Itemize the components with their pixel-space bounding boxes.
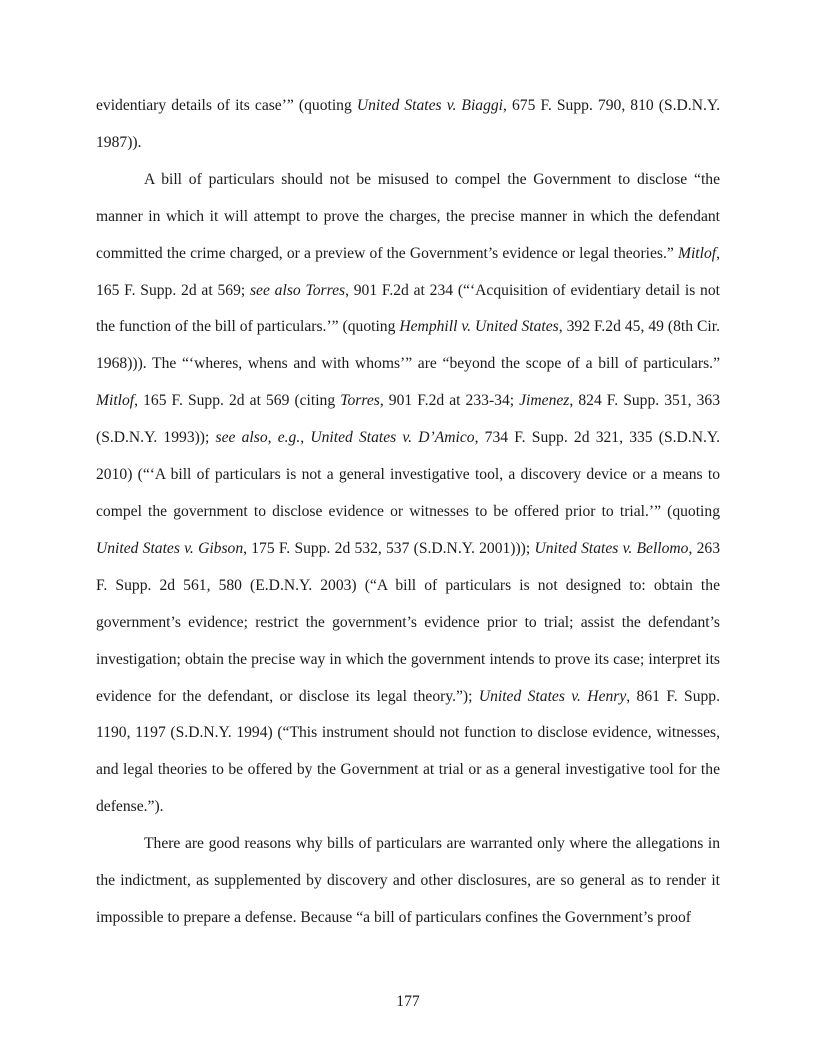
paragraph-3 bbox=[96, 826, 720, 937]
citation-italic: Hemphill v. United States bbox=[399, 318, 559, 336]
text-run: , 175 F. Supp. 2d 532, 537 (S.D.N.Y. 2001))); bbox=[243, 539, 535, 557]
citation-italic: United States v. D’Amico bbox=[310, 429, 475, 447]
paragraph-2 bbox=[96, 162, 720, 826]
citation-italic: United States v. Gibson bbox=[96, 539, 244, 557]
text-run: , 861 F. Supp. 1190, 1197 (S.D.N.Y. 1994) (“This instrument should not function to disclose evidence, witnesses, and legal theories to be offered by the Government at trial or as a general investigative tool for the defense.”). bbox=[96, 687, 720, 816]
text-run: , bbox=[300, 429, 311, 447]
page-number: 177 bbox=[396, 993, 420, 1010]
text-run: , 901 F.2d at 234 (“‘Acquisition of evidentiary detail is not the function of the bill of particulars.’” (quoting bbox=[96, 281, 720, 336]
text-run: , 734 F. Supp. 2d 321, 335 (S.D.N.Y. 2010) (“‘A bill of particulars is not a general investigative tool, a discovery device or a means to compel the government to disclose evidence or witnesses to be offered prior to trial.’” (quoting bbox=[96, 429, 721, 520]
document-body bbox=[96, 88, 720, 937]
citation-italic: Jimenez bbox=[519, 392, 570, 410]
text-run: , 901 F.2d at 233-34; bbox=[379, 392, 520, 410]
citation-italic: United States v. Biaggi bbox=[356, 97, 504, 114]
citation-italic: Mitlof bbox=[96, 392, 135, 410]
text-run: , 392 F.2d 45, 49 (8th Cir. 1968))). The “‘wheres, whens and with whoms’” are “beyond the scope of a bill of particulars.” bbox=[96, 318, 720, 373]
text-run: , 165 F. Supp. 2d at 569 (citing bbox=[134, 392, 341, 410]
citation-italic: Torres bbox=[340, 392, 380, 410]
text-run: A bill of particulars should not be misused to compel the Government to disclose “the manner in which it will attempt to prove the charges, the precise manner in which the defendant committed the crime charged, or a preview of the Government’s evidence or legal theories.” bbox=[96, 170, 720, 262]
citation-italic: see also, e.g. bbox=[215, 429, 301, 447]
text-run: , 165 F. Supp. 2d at 569; bbox=[96, 244, 720, 299]
text-run: There are good reasons why bills of particulars are warranted only where the allegations in the indictment, as supplemented by discovery and other disclosures, are so general as to render it impossible to prepare a defense. Because “a bill of particulars confines the Government’s proof bbox=[96, 835, 720, 926]
paragraph-1 bbox=[96, 88, 720, 162]
citation-italic: United States v. Henry bbox=[478, 687, 627, 705]
text-run: , 675 F. Supp. 790, 810 (S.D.N.Y. 1987)). bbox=[96, 97, 720, 151]
citation-italic: see also Torres bbox=[249, 281, 346, 299]
text-run: , 263 F. Supp. 2d 561, 580 (E.D.N.Y. 2003) (“A bill of particulars is not designed to: obtain the government’s evidence; restrict the government’s evidence prior to trial; assist the defendant’s investigation; obtain the precise way in which the government intends to prove its case; interpret its evidence for the defendant, or disclose its legal theory.”); bbox=[96, 539, 720, 705]
text-run: , 824 F. Supp. 351, 363 (S.D.N.Y. 1993)); bbox=[96, 392, 720, 447]
citation-italic: Mitlof bbox=[677, 244, 717, 262]
citation-italic: United States v. Bellomo bbox=[534, 539, 689, 557]
text-run: evidentiary details of its case’” (quoting bbox=[96, 97, 357, 114]
